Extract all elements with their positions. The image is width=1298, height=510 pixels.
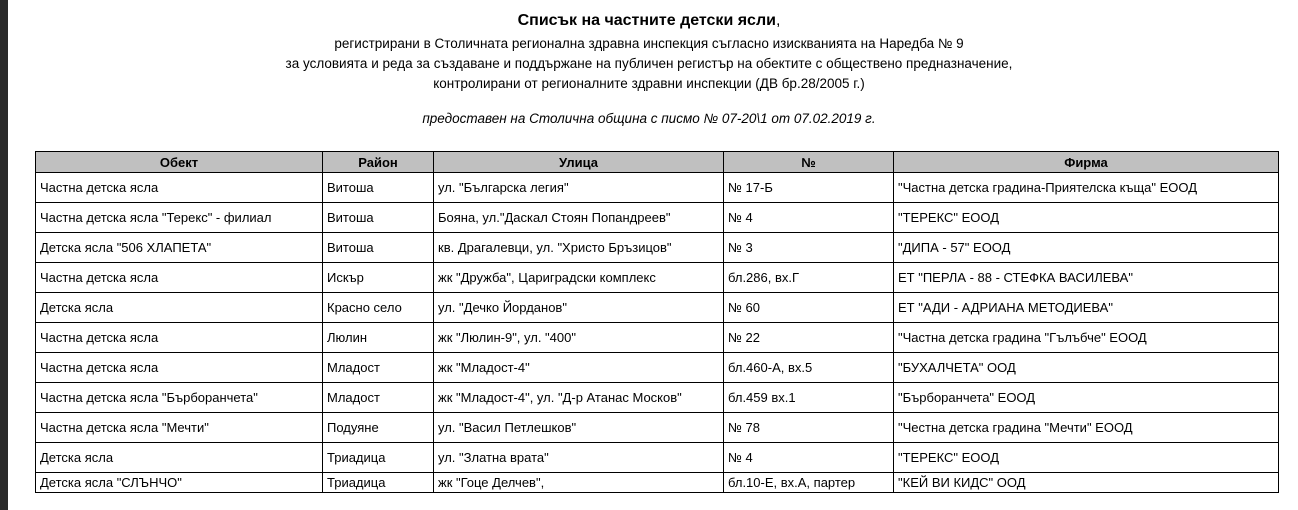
subtitle-line-4: контролирани от регионалните здравни инспекции (ДВ бр.28/2005 г.)	[433, 76, 865, 91]
nurseries-table	[35, 151, 1279, 493]
table-cell: "Частна детска градина-Приятелска къща" ЕООД	[894, 173, 1279, 203]
table-cell: ул. "Васил Петлешков"	[434, 413, 724, 443]
table-cell: "Честна детска градина "Мечти" ЕООД	[894, 413, 1279, 443]
table-row	[36, 323, 1279, 353]
table-cell: "ТЕРЕКС" ЕООД	[894, 443, 1279, 473]
table-cell: "ДИПА - 57" ЕООД	[894, 233, 1279, 263]
column-header-3: №	[724, 152, 894, 173]
table-cell: Частна детска ясла	[36, 353, 323, 383]
table-cell: Частна детска ясла	[36, 323, 323, 353]
table-cell: ул. "Българска легия"	[434, 173, 724, 203]
page-title-suffix: ,	[775, 12, 781, 29]
table-cell: бл.10-Е, вх.А, партер	[724, 473, 894, 493]
table-cell: жк "Младост-4", ул. "Д-р Атанас Москов"	[434, 383, 724, 413]
column-header-0: Обект	[36, 152, 323, 173]
table-row	[36, 293, 1279, 323]
table-cell: № 60	[724, 293, 894, 323]
table-cell: Витоша	[323, 233, 434, 263]
table-row	[36, 443, 1279, 473]
table-cell: жк "Люлин-9", ул. "400"	[434, 323, 724, 353]
column-header-4: Фирма	[894, 152, 1279, 173]
table-cell: № 4	[724, 203, 894, 233]
table-cell: № 3	[724, 233, 894, 263]
table-cell: кв. Драгалевци, ул. "Христо Бръзицов"	[434, 233, 724, 263]
table-cell: Детска ясла "СЛЪНЧО"	[36, 473, 323, 493]
subtitle-line-2: регистрирани в Столичната регионална здравна инспекция съгласно изискванията на Наредба № 9	[334, 36, 964, 51]
table-cell: Триадица	[323, 473, 434, 493]
provided-note: предоставен на Столична община с писмо № 07-20\1 от 07.02.2019 г.	[422, 111, 876, 126]
table-cell: Искър	[323, 263, 434, 293]
table-cell: жк "Гоце Делчев",	[434, 473, 724, 493]
table-cell: № 78	[724, 413, 894, 443]
table-cell: Младост	[323, 353, 434, 383]
table-cell: Бояна, ул."Даскал Стоян Попандреев"	[434, 203, 724, 233]
table-cell: жк "Младост-4"	[434, 353, 724, 383]
table-row	[36, 233, 1279, 263]
document-header	[8, 11, 1290, 126]
table-cell: Младост	[323, 383, 434, 413]
table-cell: Детска ясла	[36, 293, 323, 323]
table-cell: бл.460-А, вх.5	[724, 353, 894, 383]
subtitle-line-3: за условията и реда за създаване и поддържане на публичен регистър на обектите с обществено предназначение,	[285, 56, 1013, 71]
table-row	[36, 413, 1279, 443]
table-row	[36, 383, 1279, 413]
table-cell: Частна детска ясла "Мечти"	[36, 413, 323, 443]
table-cell: ул. "Дечко Йорданов"	[434, 293, 724, 323]
table-header-row	[36, 152, 1279, 173]
table-cell: "БУХАЛЧЕТА" ООД	[894, 353, 1279, 383]
table-cell: Подуяне	[323, 413, 434, 443]
table-cell: № 4	[724, 443, 894, 473]
table-cell: Частна детска ясла	[36, 263, 323, 293]
table-cell: Частна детска ясла	[36, 173, 323, 203]
page-title-bold: Списък на частните детски ясли	[517, 12, 776, 29]
table-row	[36, 353, 1279, 383]
table-body	[36, 173, 1279, 493]
table-cell: Витоша	[323, 203, 434, 233]
table-row	[36, 263, 1279, 293]
table-cell: Детска ясла	[36, 443, 323, 473]
table-cell: ул. "Златна врата"	[434, 443, 724, 473]
table-cell: Витоша	[323, 173, 434, 203]
table-cell: "ТЕРЕКС" ЕООД	[894, 203, 1279, 233]
page-title	[8, 11, 1290, 31]
table-cell: Люлин	[323, 323, 434, 353]
table-row	[36, 173, 1279, 203]
table-cell: "Бърборанчета" ЕООД	[894, 383, 1279, 413]
table-cell: бл.459 вх.1	[724, 383, 894, 413]
table-cell: Красно село	[323, 293, 434, 323]
table-cell: Частна детска ясла "Терекс" - филиал	[36, 203, 323, 233]
viewer-left-edge	[0, 0, 8, 510]
table-cell: "Частна детска градина "Гълъбче" ЕООД	[894, 323, 1279, 353]
column-header-1: Район	[323, 152, 434, 173]
table-cell: ЕТ "ПЕРЛА - 88 - СТЕФКА ВАСИЛЕВА"	[894, 263, 1279, 293]
table-cell: бл.286, вх.Г	[724, 263, 894, 293]
column-header-2: Улица	[434, 152, 724, 173]
table-cell: Детска ясла "506 ХЛАПЕТА"	[36, 233, 323, 263]
table-row	[36, 203, 1279, 233]
table-cell: "КЕЙ ВИ КИДС" ООД	[894, 473, 1279, 493]
table-row	[36, 473, 1279, 493]
table-cell: жк "Дружба", Цариградски комплекс	[434, 263, 724, 293]
table-cell: № 22	[724, 323, 894, 353]
table-cell: № 17-Б	[724, 173, 894, 203]
table-cell: Триадица	[323, 443, 434, 473]
table-cell: ЕТ "АДИ - АДРИАНА МЕТОДИЕВА"	[894, 293, 1279, 323]
table-cell: Частна детска ясла "Бърборанчета"	[36, 383, 323, 413]
